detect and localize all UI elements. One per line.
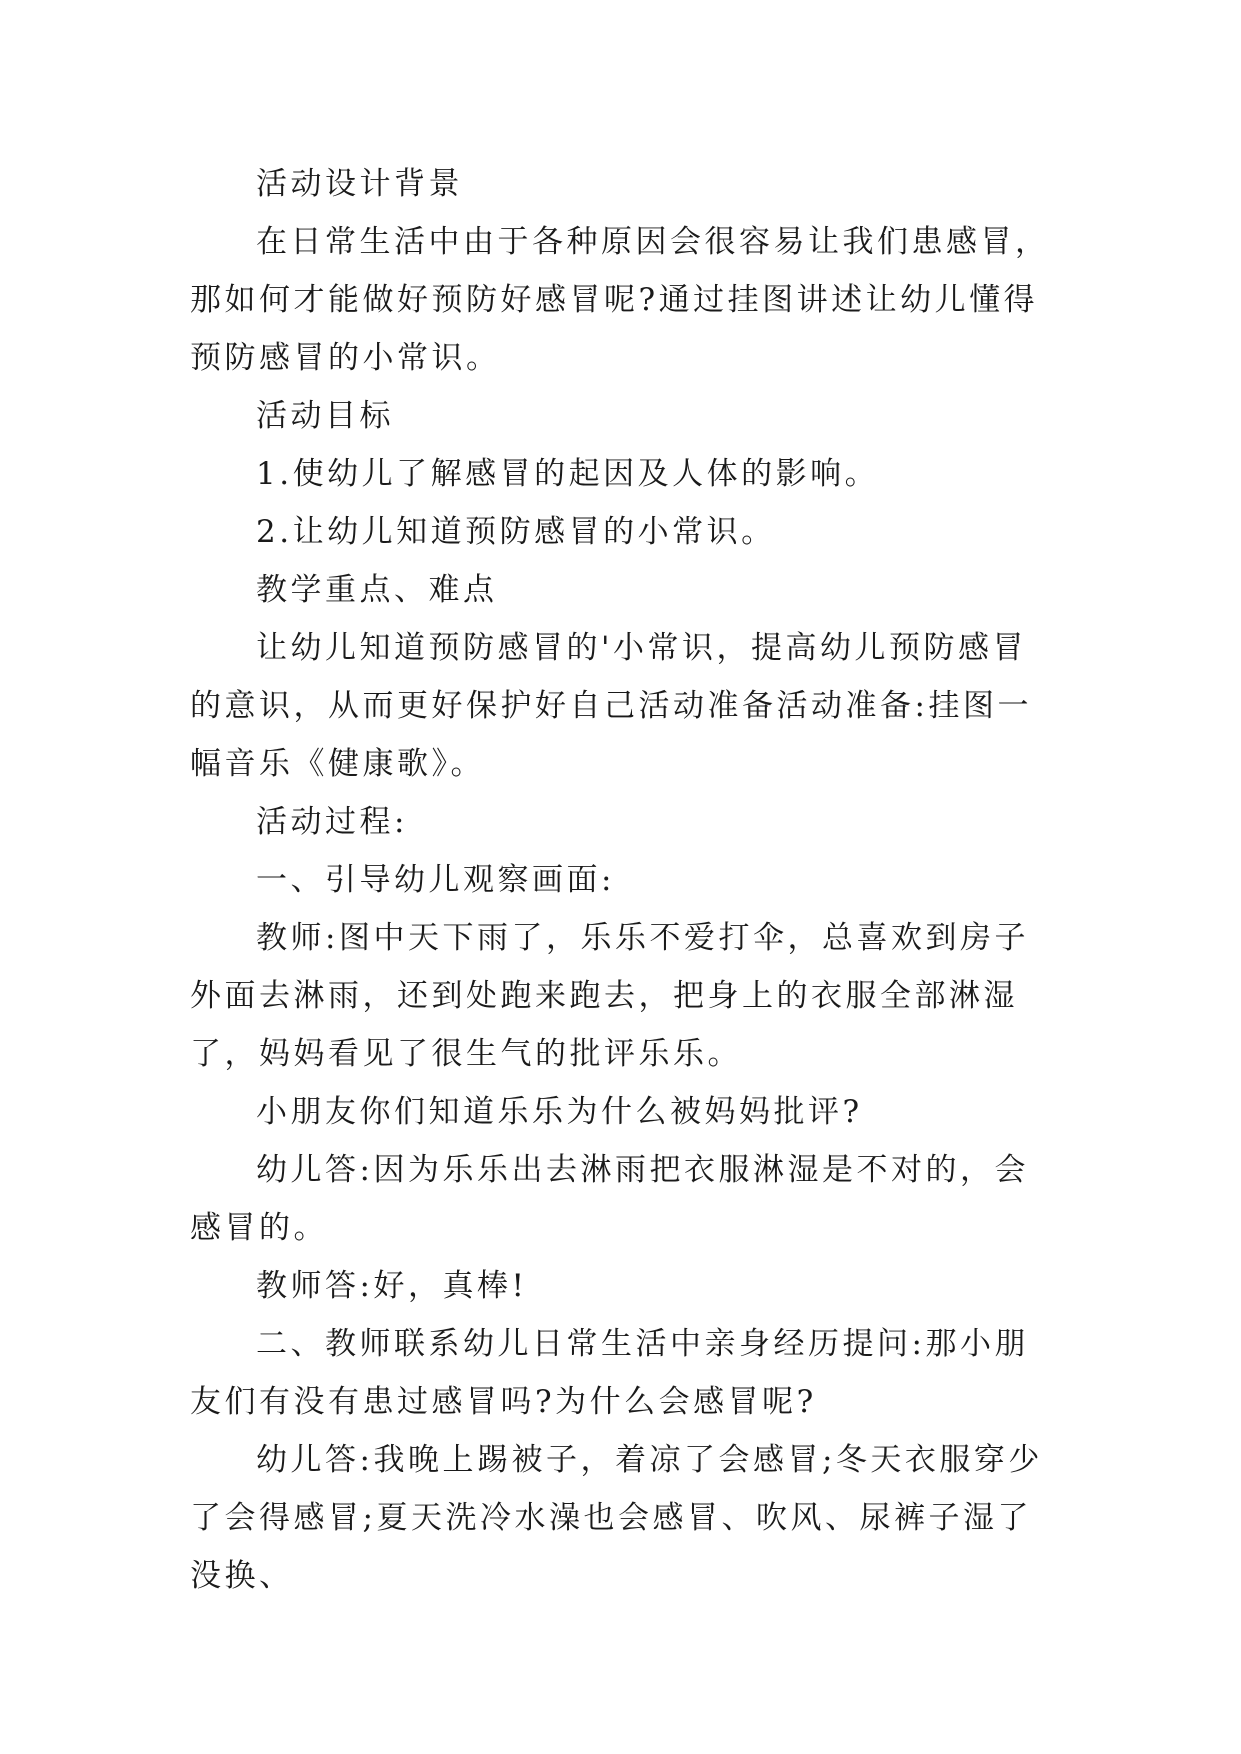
paragraph-question: 小朋友你们知道乐乐为什么被妈妈批评? xyxy=(256,1094,863,1130)
paragraph-teacher-answer: 教师答:好，真棒! xyxy=(256,1268,528,1304)
heading-background: 活动设计背景 xyxy=(256,166,463,202)
goal-item-1: 1.使幼儿了解感冒的起因及人体的影响。 xyxy=(256,456,880,492)
document-body xyxy=(190,155,1050,1605)
goal-item-2: 2.让幼儿知道预防感冒的小常识。 xyxy=(256,514,776,550)
paragraph-child-answer-1: 幼儿答:因为乐乐出去淋雨把衣服淋湿是不对的，会感冒的。 xyxy=(190,1152,1029,1246)
paragraph-child-answer-2: 幼儿答:我晚上踢被子，着凉了会感冒;冬天衣服穿少了会得感冒;夏天洗冷水澡也会感冒、吹风、尿裤子湿了没换、 xyxy=(190,1442,1043,1594)
paragraph-background: 在日常生活中由于各种原因会很容易让我们患感冒，那如何才能做好预防好感冒呢?通过挂图讲述让幼儿懂得预防感冒的小常识。 xyxy=(190,224,1050,376)
step-1-heading: 一、引导幼儿观察画面: xyxy=(256,862,615,898)
heading-goals: 活动目标 xyxy=(256,398,394,434)
heading-key-points: 教学重点、难点 xyxy=(256,572,498,608)
paragraph-teacher-story: 教师:图中天下雨了，乐乐不爱打伞，总喜欢到房子外面去淋雨，还到处跑来跑去，把身上的衣服全部淋湿了，妈妈看见了很生气的批评乐乐。 xyxy=(190,920,1029,1072)
heading-process: 活动过程: xyxy=(256,804,408,840)
paragraph-key-points: 让幼儿知道预防感冒的'小常识，提高幼儿预防感冒的意识，从而更好保护好自己活动准备活动准备:挂图一幅音乐《健康歌》。 xyxy=(190,630,1032,782)
step-2-paragraph: 二、教师联系幼儿日常生活中亲身经历提问:那小朋友们有没有患过感冒吗?为什么会感冒呢? xyxy=(190,1326,1029,1420)
